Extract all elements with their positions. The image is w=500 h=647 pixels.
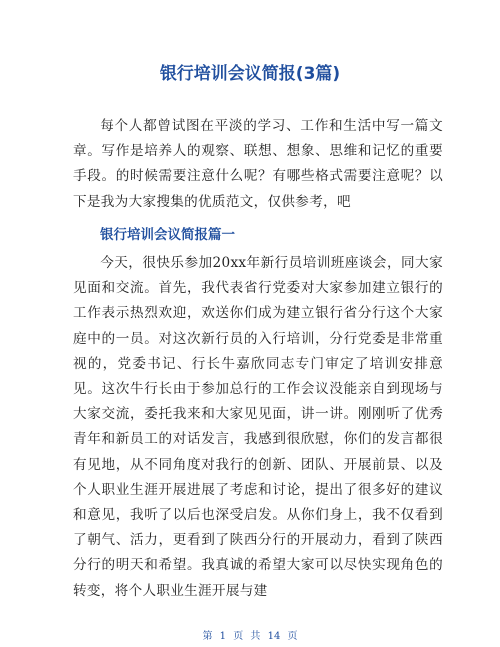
document-title: 银行培训会议简报(3篇) xyxy=(159,64,341,84)
section-body-paragraph: 今天，很快乐参加20xx年新行员培训班座谈会，同大家见面和交流。首先，我代表省行党委对大家参加建立银行的工作表示热烈欢迎，欢送你们成为建立银行省分行这个大家庭中的一员。对这次新行员的入行培训，分行党委是非常重视的，党委书记、行长牛嘉欣同志专门审定了培训安排意见。这次牛行长由于参加总行的工作会议没能亲自到现场与大家交流，委托我来和大家见见面，讲一讲。刚刚听了优秀青年和新员工的对话发言，我感到很欣慰，你们的发言都很有见地，从不同角度对我行的创新、团队、开展前景、以及个人职业生涯开展进展了考虑和讨论，提出了很多好的建议和意见，我听了以后也深受启发。从你们身上，我不仅看到了朝气、活力，更看到了陕西分行的开展动力，看到了陕西分行的明天和希望。我真诚的希望大家可以尽快实现角色的转变，将个人职业生涯开展与建 xyxy=(73,255,443,599)
section-heading: 银行培训会议简报篇一 xyxy=(100,227,235,243)
intro-paragraph: 每个人都曾试图在平淡的学习、工作和生活中写一篇文章。写作是培养人的观察、联想、想象、思维和记忆的重要手段。的时候需要注意什么呢？有哪些格式需要注意呢？以下是我为大家搜集的优质范文，仅供参考，吧 xyxy=(73,118,443,210)
page-number-footer: 第 1 页 共 14 页 xyxy=(202,631,298,642)
